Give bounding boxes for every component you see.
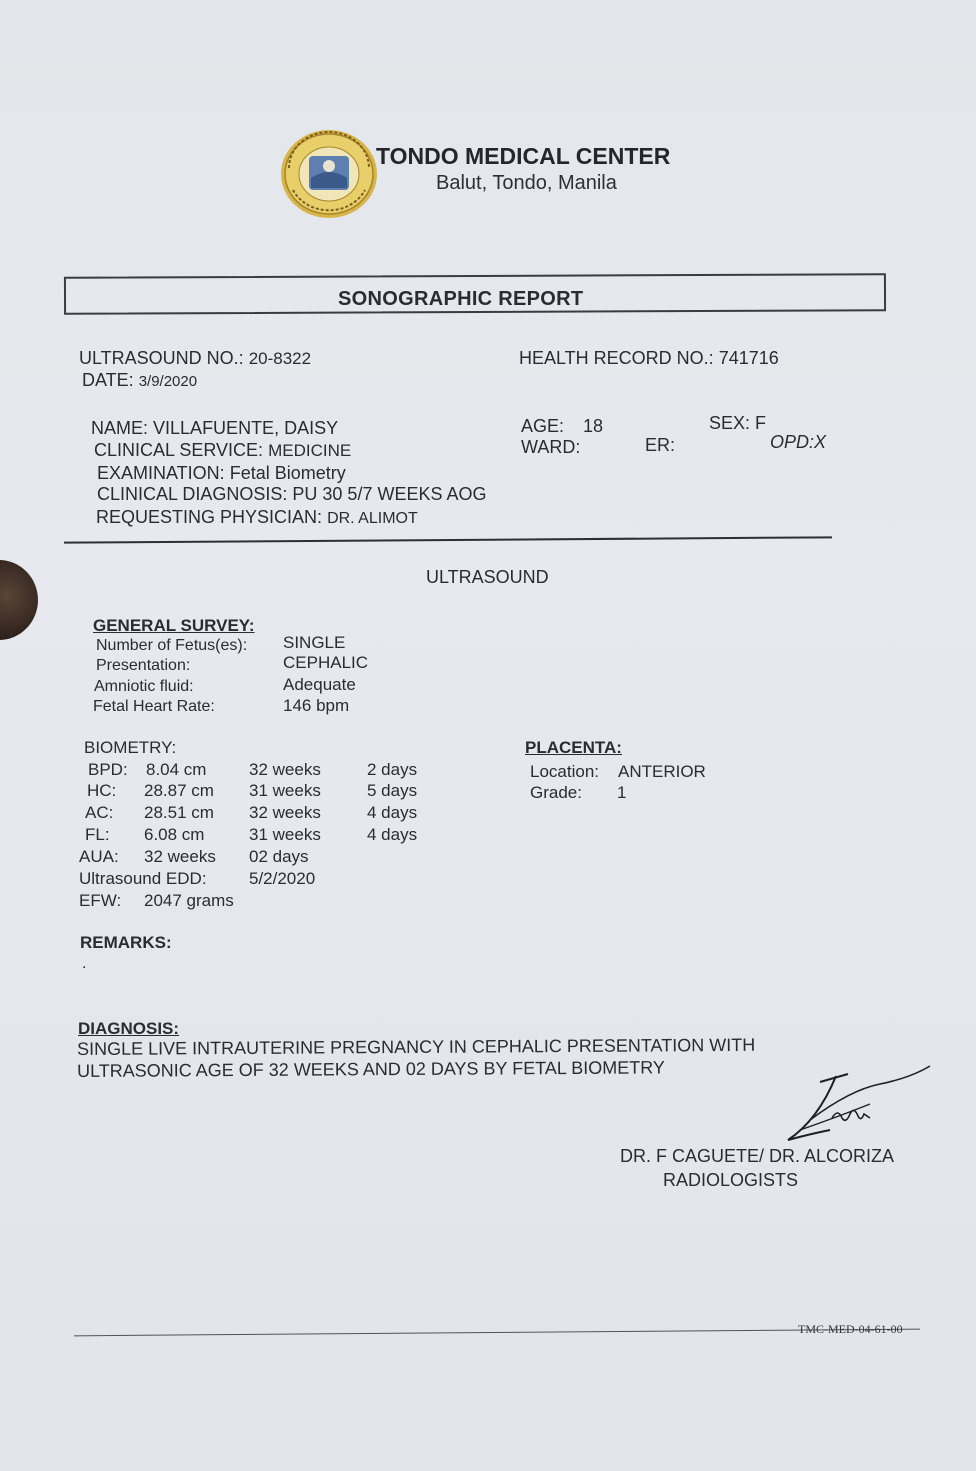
- thumb-in-photo: [0, 560, 38, 640]
- age-row: [521, 416, 603, 437]
- clinical-service-value: MEDICINE: [268, 441, 352, 460]
- biometry-label-bpd: BPD:: [88, 760, 128, 779]
- requesting-physician-label: REQUESTING PHYSICIAN:: [96, 507, 323, 527]
- requesting-physician-value: DR. ALIMOT: [327, 510, 418, 527]
- date-row: [82, 370, 197, 391]
- edd-label: Ultrasound EDD:: [79, 869, 207, 888]
- biometry-measure-bpd: 8.04 cm: [146, 760, 207, 779]
- clinical-diagnosis-value: PU 30 5/7 WEEKS AOG: [292, 484, 487, 504]
- footer-rule: [74, 1329, 920, 1337]
- ultrasound-section-title: ULTRASOUND: [426, 567, 549, 587]
- date-label: DATE:: [82, 370, 134, 390]
- age-label: AGE:: [521, 416, 565, 436]
- biometry-measure-hc: 28.87 cm: [144, 781, 214, 800]
- biometry-days-ac: 4 days: [367, 803, 418, 822]
- general-survey-label-1: Presentation:: [96, 657, 191, 674]
- examination-row: [97, 463, 346, 484]
- requesting-physician-row: [96, 507, 418, 528]
- placenta-location-value: ANTERIOR: [618, 762, 706, 781]
- biometry-label-hc: HC:: [87, 781, 117, 800]
- aua-weeks: 32 weeks: [144, 847, 216, 866]
- biometry-weeks-bpd: 32 weeks: [249, 760, 321, 779]
- general-survey-label-2: Amniotic fluid:: [94, 678, 194, 695]
- diagnosis-title: DIAGNOSIS:: [78, 1019, 180, 1038]
- general-survey-value-1: CEPHALIC: [283, 653, 369, 672]
- clinical-diagnosis-label: CLINICAL DIAGNOSIS:: [97, 484, 288, 504]
- general-survey-value-2: Adequate: [283, 675, 356, 694]
- placenta-title: PLACENTA:: [525, 738, 622, 757]
- name-row: [91, 418, 338, 439]
- examination-label: EXAMINATION:: [97, 463, 225, 483]
- diagnosis-line-1: SINGLE LIVE INTRAUTERINE PREGNANCY IN CEPHALIC PRESENTATION WITH: [77, 1034, 756, 1059]
- opd-value: X: [814, 432, 827, 452]
- age-value: 18: [583, 416, 604, 436]
- opd-label: OPD:: [770, 432, 815, 452]
- biometry-days-fl: 4 days: [367, 825, 418, 844]
- biometry-weeks-ac: 32 weeks: [249, 803, 321, 822]
- clinical-service-label: CLINICAL SERVICE:: [94, 440, 264, 460]
- general-survey-title: GENERAL SURVEY:: [93, 616, 255, 635]
- general-survey-value-0: SINGLE: [283, 633, 346, 652]
- clinical-diagnosis-row: [97, 484, 487, 505]
- health-record-no: 741716: [718, 348, 779, 368]
- section-divider: [64, 536, 832, 543]
- date-value: 3/9/2020: [138, 373, 198, 390]
- efw-value: 2047 grams: [144, 891, 234, 910]
- report-title: SONOGRAPHIC REPORT: [338, 288, 584, 310]
- institution-address: Balut, Tondo, Manila: [436, 172, 617, 194]
- health-record-label: HEALTH RECORD NO.:: [519, 348, 714, 368]
- ward-label: WARD:: [521, 437, 581, 457]
- clinical-service-row: [94, 440, 351, 461]
- remarks-title: REMARKS:: [80, 933, 172, 952]
- patient-name: VILLAFUENTE, DAISY: [153, 418, 339, 438]
- biometry-label-ac: AC:: [85, 803, 114, 822]
- examination-value: Fetal Biometry: [229, 463, 346, 483]
- ultrasound-no: 20-8322: [248, 349, 312, 368]
- biometry-measure-ac: 28.51 cm: [144, 803, 214, 822]
- general-survey-label-0: Number of Fetus(es):: [96, 637, 248, 654]
- sex-label: SEX:: [709, 413, 751, 433]
- name-label: NAME:: [91, 418, 149, 438]
- form-code: TMC-MED-04-61-00: [798, 1322, 903, 1336]
- biometry-weeks-fl: 31 weeks: [249, 825, 321, 844]
- remarks-text: .: [82, 955, 87, 972]
- institution-name: TONDO MEDICAL CENTER: [376, 143, 671, 169]
- biometry-days-bpd: 2 days: [367, 760, 418, 779]
- placenta-location-label: Location:: [530, 762, 599, 781]
- radiologist-role: RADIOLOGISTS: [663, 1170, 799, 1190]
- biometry-measure-fl: 6.08 cm: [144, 825, 205, 844]
- ultrasound-no-row: [79, 348, 311, 369]
- aua-label: AUA:: [79, 847, 119, 866]
- radiologist-names: DR. F CAGUETE/ DR. ALCORIZA: [620, 1146, 895, 1166]
- biometry-label-fl: FL:: [85, 825, 110, 844]
- ultrasound-no-label: ULTRASOUND NO.:: [79, 348, 244, 368]
- sex-value: F: [755, 413, 767, 433]
- edd-value: 5/2/2020: [249, 869, 316, 888]
- handwritten-signature-icon: [770, 1060, 940, 1150]
- biometry-title: BIOMETRY:: [84, 738, 177, 757]
- biometry-days-hc: 5 days: [367, 781, 418, 800]
- general-survey-label-3: Fetal Heart Rate:: [93, 698, 215, 715]
- biometry-weeks-hc: 31 weeks: [249, 781, 321, 800]
- efw-label: EFW:: [79, 891, 122, 910]
- opd-row: [770, 432, 826, 453]
- placenta-grade-value: 1: [617, 783, 627, 802]
- health-record-row: [519, 348, 779, 369]
- aua-days: 02 days: [249, 847, 309, 866]
- general-survey-value-3: 146 bpm: [283, 696, 350, 715]
- diagnosis-line-2: ULTRASONIC AGE OF 32 WEEKS AND 02 DAYS BY FETAL BIOMETRY: [77, 1057, 665, 1081]
- placenta-grade-label: Grade:: [530, 783, 582, 802]
- tondo-medical-center-seal-icon: [279, 128, 379, 220]
- sex-row: [709, 413, 766, 434]
- er-label: ER:: [645, 435, 676, 455]
